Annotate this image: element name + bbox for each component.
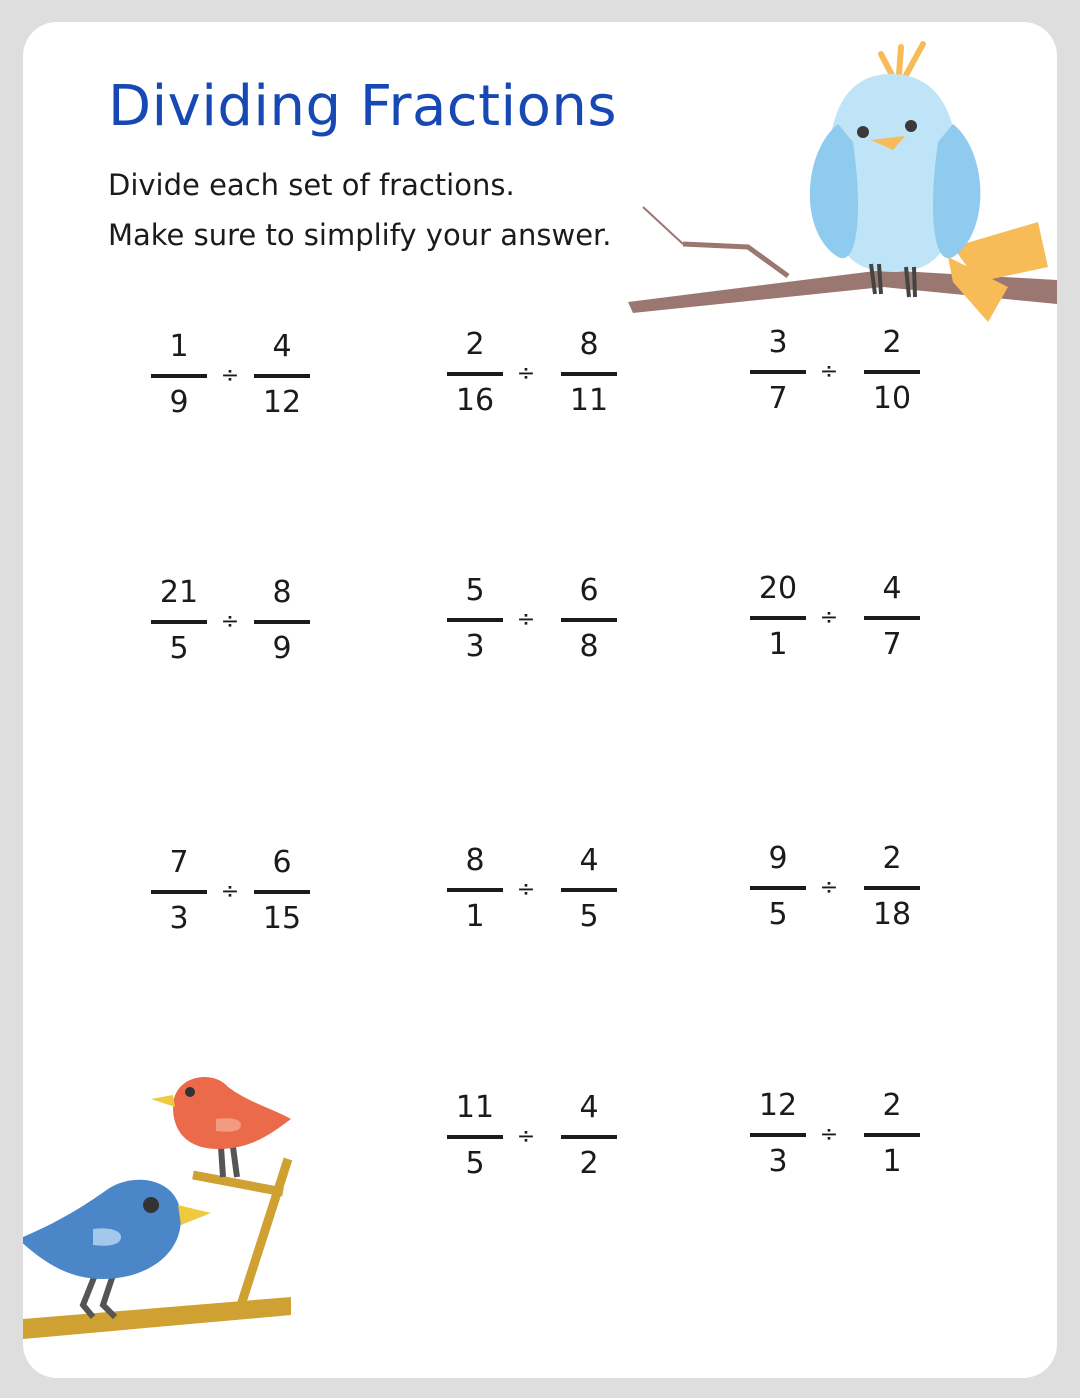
instruction-line-1: Divide each set of fractions.: [108, 168, 515, 202]
numerator: 5: [465, 573, 485, 608]
fraction-bar: [561, 618, 617, 622]
fraction-dividend: [447, 1085, 503, 1185]
instruction-line-2: Make sure to simplify your answer.: [108, 218, 612, 252]
divide-sign: ÷: [220, 609, 240, 634]
fraction-bar: [864, 616, 920, 620]
fraction-bar: [151, 890, 207, 894]
denominator: 18: [872, 897, 912, 932]
fraction-divisor: [864, 320, 920, 420]
fraction-bar: [561, 1135, 617, 1139]
numerator: 2: [882, 1088, 902, 1123]
denominator: 2: [579, 1146, 599, 1181]
divide-sign: ÷: [819, 875, 839, 900]
fraction-bar: [447, 618, 503, 622]
divide-sign: ÷: [819, 1122, 839, 1147]
fraction-divisor: [561, 568, 617, 668]
denominator: 7: [768, 381, 788, 416]
fraction-dividend: [750, 566, 806, 666]
denominator: 12: [262, 385, 302, 420]
numerator: 2: [882, 841, 902, 876]
fraction-bar: [447, 372, 503, 376]
divide-sign: ÷: [220, 879, 240, 904]
blue-bird-on-branch-icon: [623, 32, 1057, 332]
divide-sign: ÷: [516, 1124, 536, 1149]
page-title: Dividing Fractions: [108, 74, 618, 139]
denominator: 3: [169, 901, 189, 936]
denominator: 7: [882, 627, 902, 662]
fraction-bar: [561, 372, 617, 376]
fraction-dividend: [750, 320, 806, 420]
fraction-divisor: [561, 322, 617, 422]
numerator: 8: [579, 327, 599, 362]
fraction-bar: [447, 1135, 503, 1139]
divide-sign: ÷: [516, 607, 536, 632]
numerator: 4: [882, 571, 902, 606]
numerator: 2: [465, 327, 485, 362]
divide-sign: ÷: [819, 359, 839, 384]
numerator: 1: [169, 329, 189, 364]
divide-sign: ÷: [819, 605, 839, 630]
numerator: 4: [579, 843, 599, 878]
fraction-divisor: [864, 1083, 920, 1183]
denominator: 8: [579, 629, 599, 664]
denominator: 5: [465, 1146, 485, 1181]
fraction-dividend: [750, 836, 806, 936]
numerator: 9: [768, 841, 788, 876]
denominator: 5: [768, 897, 788, 932]
fraction-dividend: [151, 324, 207, 424]
fraction-dividend: [151, 840, 207, 940]
fraction-dividend: [447, 322, 503, 422]
worksheet-page: [23, 22, 1057, 1378]
fraction-divisor: [254, 840, 310, 940]
denominator: 5: [169, 631, 189, 666]
numerator: 8: [465, 843, 485, 878]
fraction-dividend: [151, 570, 207, 670]
denominator: 15: [262, 901, 302, 936]
fraction-bar: [750, 886, 806, 890]
fraction-bar: [447, 888, 503, 892]
fraction-bar: [254, 620, 310, 624]
divide-sign: ÷: [516, 877, 536, 902]
denominator: 9: [169, 385, 189, 420]
numerator: 3: [768, 325, 788, 360]
fraction-bar: [750, 1133, 806, 1137]
denominator: 1: [882, 1144, 902, 1179]
numerator: 4: [579, 1090, 599, 1125]
fraction-bar: [151, 620, 207, 624]
denominator: 16: [455, 383, 495, 418]
denominator: 1: [768, 627, 788, 662]
fraction-dividend: [750, 1083, 806, 1183]
denominator: 1: [465, 899, 485, 934]
denominator: 10: [872, 381, 912, 416]
divide-sign: ÷: [220, 363, 240, 388]
fraction-divisor: [864, 836, 920, 936]
fraction-divisor: [254, 570, 310, 670]
numerator: 20: [758, 571, 798, 606]
numerator: 6: [579, 573, 599, 608]
numerator: 4: [272, 329, 292, 364]
fraction-bar: [750, 616, 806, 620]
fraction-bar: [750, 370, 806, 374]
denominator: 9: [272, 631, 292, 666]
numerator: 8: [272, 575, 292, 610]
fraction-bar: [864, 370, 920, 374]
denominator: 5: [579, 899, 599, 934]
fraction-bar: [254, 890, 310, 894]
two-birds-on-perch-icon: [23, 1047, 323, 1347]
numerator: 6: [272, 845, 292, 880]
fraction-bar: [254, 374, 310, 378]
numerator: 7: [169, 845, 189, 880]
denominator: 3: [768, 1144, 788, 1179]
fraction-dividend: [447, 568, 503, 668]
fraction-bar: [864, 886, 920, 890]
fraction-divisor: [864, 566, 920, 666]
numerator: 2: [882, 325, 902, 360]
denominator: 3: [465, 629, 485, 664]
denominator: 11: [569, 383, 609, 418]
fraction-dividend: [447, 838, 503, 938]
numerator: 21: [159, 575, 199, 610]
fraction-divisor: [561, 838, 617, 938]
fraction-bar: [561, 888, 617, 892]
numerator: 12: [758, 1088, 798, 1123]
fraction-divisor: [254, 324, 310, 424]
fraction-bar: [864, 1133, 920, 1137]
fraction-divisor: [561, 1085, 617, 1185]
divide-sign: ÷: [516, 361, 536, 386]
fraction-bar: [151, 374, 207, 378]
numerator: 11: [455, 1090, 495, 1125]
